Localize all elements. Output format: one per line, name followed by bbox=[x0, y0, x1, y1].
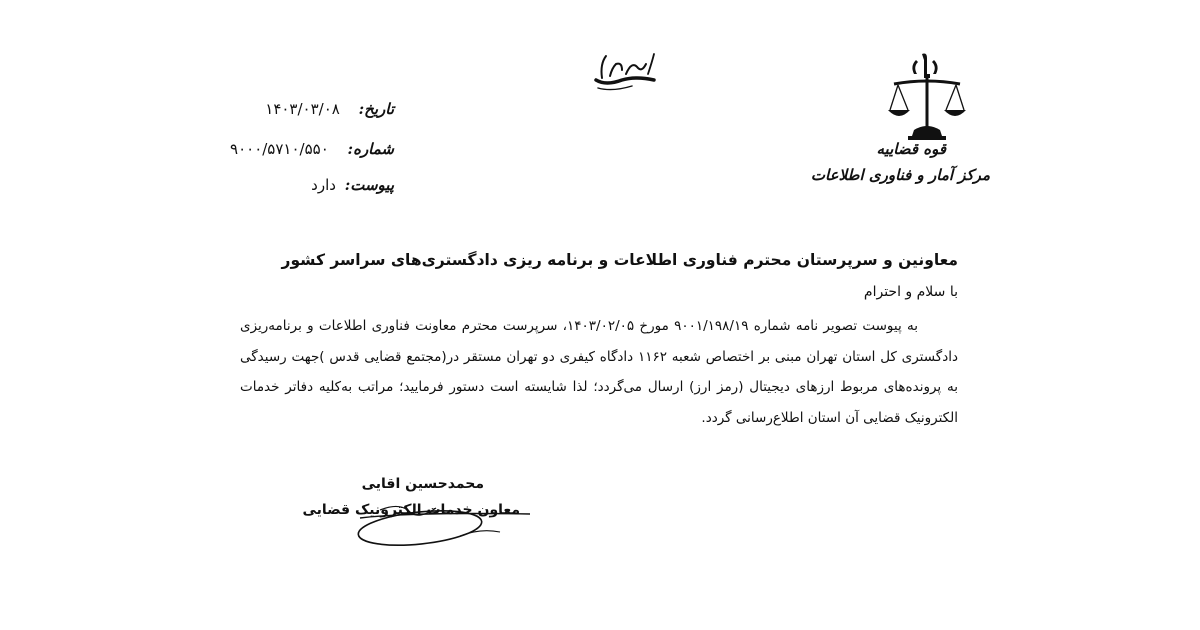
number-row bbox=[230, 140, 394, 158]
basmala-calligraphy-icon bbox=[592, 50, 658, 92]
greeting-line: با سلام و احترام bbox=[863, 284, 958, 300]
date-label: تاریخ: bbox=[358, 100, 394, 118]
date-row bbox=[265, 100, 394, 118]
attachment-value: دارد bbox=[311, 176, 336, 194]
letter-body: به پیوست تصویر نامه شماره ۹۰۰۱/۱۹۸/۱۹ مورخ ۱۴۰۳/۰۲/۰۵، سرپرست محترم معاونت فناوری اطلاعات و برنامه‌ریزی دادگستری کل استان تهران مبنی بر اختصاص شعبه ۱۱۶۲ دادگاه کیفری دو تهران مستقر در(مجتمع قضایی قدس )جهت رسیدگی به پرونده‌های مربوط ارزهای دیجیتال (رمز ارز) ارسال می‌گردد؛ لذا شایسته است دستور فرمایید؛ مراتب به‌کلیه دفاتر خدمات الکترونیک قضایی آن استان اطلاع‌رسانی گردد. bbox=[240, 318, 958, 426]
handwritten-signature-icon bbox=[302, 488, 540, 550]
organization-unit: مرکز آمار و فناوری اطلاعات bbox=[810, 166, 990, 184]
signer-title: معاون خدمات الکترونیک قضایی bbox=[302, 502, 520, 518]
number-value: ۹۰۰۰/۵۷۱۰/۵۵۰ bbox=[230, 140, 329, 158]
organization-name: قوه قضاییه bbox=[876, 140, 946, 158]
number-label: شماره: bbox=[347, 140, 394, 158]
attachment-label: پیوست: bbox=[344, 176, 394, 194]
attachment-row bbox=[311, 176, 394, 194]
signer-name: محمدحسین اقایی bbox=[361, 476, 484, 492]
addressee-line: معاونین و سرپرستان محترم فناوری اطلاعات و برنامه ریزی دادگستری‌های سراسر کشور bbox=[281, 251, 958, 269]
judiciary-emblem-icon bbox=[886, 52, 968, 144]
date-value: ۱۴۰۳/۰۳/۰۸ bbox=[265, 100, 340, 118]
